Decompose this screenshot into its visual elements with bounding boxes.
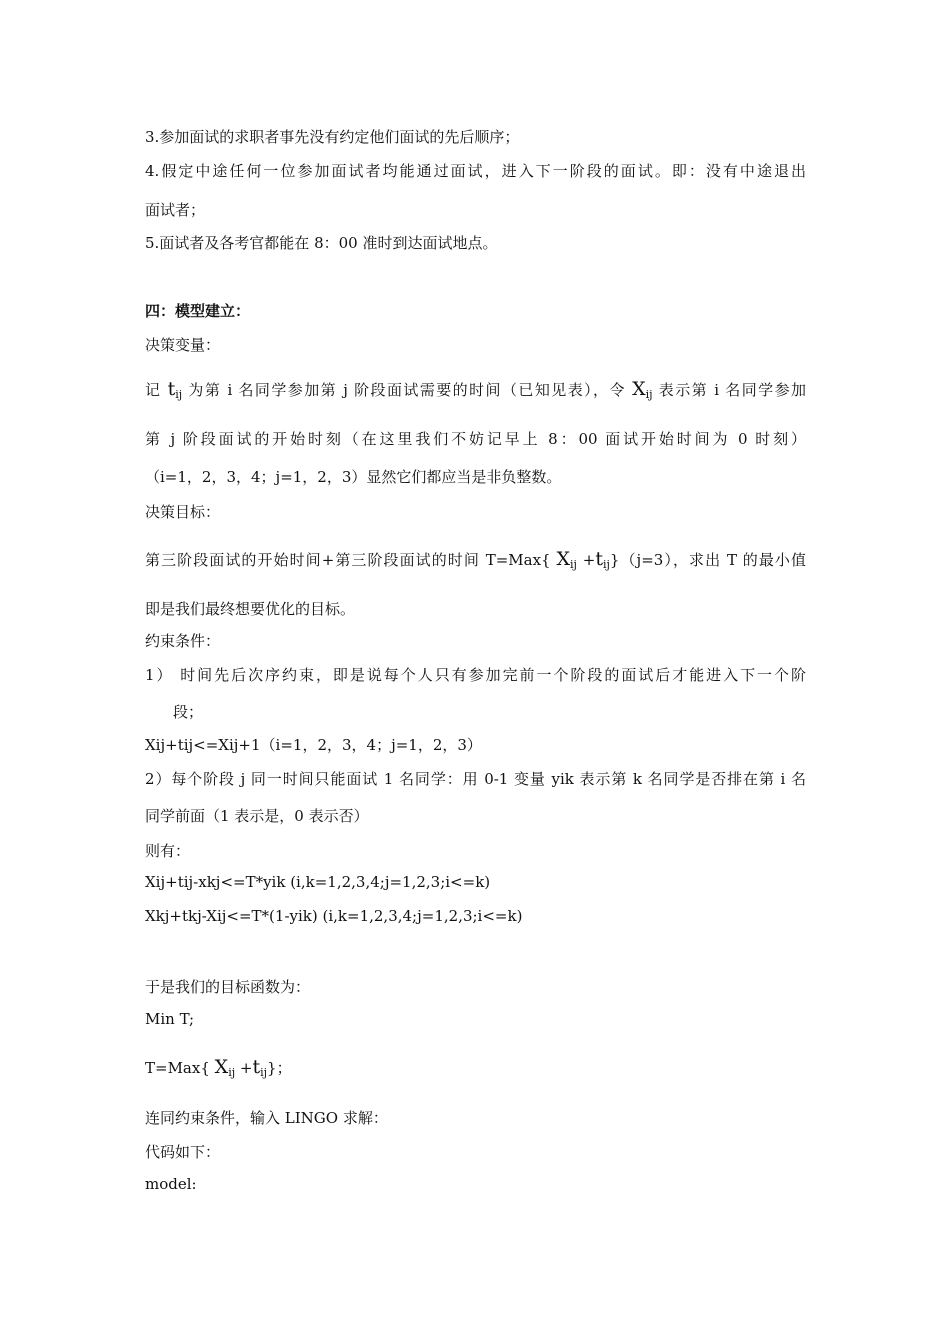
then-label: 则有： bbox=[145, 842, 191, 860]
tmax-plus: + bbox=[235, 1059, 253, 1077]
var-prefix: 记 bbox=[145, 381, 168, 399]
t-max-formula bbox=[145, 1056, 292, 1079]
decision-variables-label: 决策变量： bbox=[145, 336, 221, 354]
obj-t-symbol: t bbox=[595, 548, 603, 570]
obj-x-subscript: ij bbox=[569, 558, 577, 571]
model-label: model: bbox=[145, 1175, 197, 1193]
objective-label: 决策目标： bbox=[145, 503, 221, 521]
variable-definition-line1 bbox=[145, 378, 806, 401]
constraint-1-line1: 1） 时间先后次序约束，即是说每个人只有参加完前一个阶段的面试后才能进入下一个阶 bbox=[145, 666, 806, 684]
assumption-3: 3.参加面试的求职者事先没有约定他们面试的先后顺序； bbox=[145, 128, 520, 146]
t-subscript: ij bbox=[175, 388, 183, 401]
tmax-t-subscript: ij bbox=[260, 1066, 268, 1079]
obj-plus: + bbox=[576, 551, 596, 569]
objective-function-label: 于是我们的目标函数为： bbox=[145, 978, 311, 996]
obj-t-subscript: ij bbox=[602, 558, 610, 571]
t-symbol: t bbox=[167, 378, 176, 400]
tmax-x-subscript: ij bbox=[228, 1066, 236, 1079]
assumption-4-line1: 4.假定中途任何一位参加面试者均能通过面试，进入下一阶段的面试。即：没有中途退出 bbox=[145, 162, 806, 180]
constraint-2-line2: 同学前面（1 表示是，0 表示否） bbox=[145, 807, 369, 825]
objective-line1 bbox=[145, 548, 806, 571]
constraint-2-formula1: Xij+tij-xkj<=T*yik (i,k=1,2,3,4;j=1,2,3;i<=k) bbox=[145, 873, 491, 891]
min-t: Min T; bbox=[145, 1010, 195, 1028]
constraint-2-formula2: Xkj+tkj-Xij<=T*(1-yik) (i,k=1,2,3,4;j=1,2,3;i<=k) bbox=[145, 907, 523, 925]
section-heading: 四：模型建立： bbox=[145, 302, 251, 320]
obj-prefix: 第三阶段面试的开始时间+第三阶段面试的时间 T=Max{ bbox=[145, 551, 557, 569]
objective-line2: 即是我们最终想要优化的目标。 bbox=[145, 600, 356, 618]
constraint-2-line1: 2）每个阶段 j 同一时间只能面试 1 名同学：用 0-1 变量 yik 表示第 k 名同学是否排在第 i 名 bbox=[145, 770, 806, 788]
assumption-5: 5.面试者及各考官都能在 8：00 准时到达面试地点。 bbox=[145, 234, 498, 252]
tmax-prefix: T=Max{ bbox=[145, 1059, 215, 1077]
x-symbol: X bbox=[632, 378, 646, 400]
tmax-x-symbol: X bbox=[214, 1056, 229, 1078]
obj-suffix: }（j=3），求出 T 的最小值 bbox=[609, 551, 806, 569]
constraint-1-line2: 段； bbox=[173, 703, 204, 721]
tmax-t-symbol: t bbox=[252, 1056, 261, 1078]
obj-x-symbol: X bbox=[556, 548, 570, 570]
constraints-label: 约束条件： bbox=[145, 632, 221, 650]
var-suffix: 表示第 i 名同学参加 bbox=[652, 381, 806, 399]
variable-definition-line3: （i=1，2，3，4；j=1，2，3）显然它们都应当是非负整数。 bbox=[145, 468, 562, 486]
x-subscript: ij bbox=[645, 388, 653, 401]
lingo-instruction: 连同约束条件，输入 LINGO 求解： bbox=[145, 1109, 388, 1127]
tmax-suffix: }； bbox=[267, 1059, 292, 1077]
variable-definition-line2: 第 j 阶段面试的开始时刻（在这里我们不妨记早上 8：00 面试开始时间为 0 时刻） bbox=[145, 430, 806, 448]
assumption-4-line2: 面试者； bbox=[145, 201, 206, 219]
constraint-1-formula: Xij+tij<=Xij+1（i=1，2，3，4；j=1，2，3） bbox=[145, 736, 482, 754]
code-label: 代码如下： bbox=[145, 1143, 221, 1161]
var-mid: 为第 i 名同学参加第 j 阶段面试需要的时间（已知见表），令 bbox=[182, 381, 633, 399]
